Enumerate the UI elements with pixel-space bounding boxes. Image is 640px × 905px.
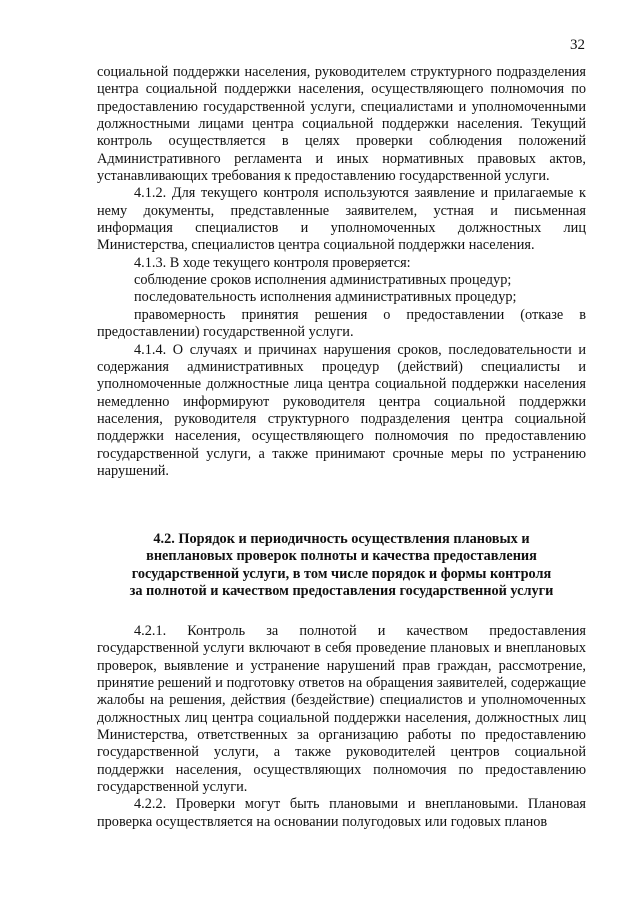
heading-line: 4.2. Порядок и периодичность осуществления плановых и bbox=[153, 531, 530, 547]
page-number: 32 bbox=[570, 37, 585, 53]
list-item-legality: правомерность принятия решения о предоставлении (отказе в предоставлении) государственной услуги. bbox=[97, 306, 586, 341]
heading-line: внеплановых проверок полноты и качества предоставления bbox=[146, 548, 537, 565]
paragraph-continuation: социальной поддержки населения, руководителем структурного подразделения центра социальной поддержки населения, осуществляющего полномочия по предоставлению государственной услуги, специалистами и уполномоченными должностными лицами центра социальной поддержки населения. Текущий контроль осуществляется в целях проверки соблюдения положений Административного регламента и иных нормативных правовых актов, устанавливающих требования к предоставлению государственной услуги. bbox=[97, 64, 586, 185]
list-item-sequence: последовательность исполнения административных процедур; bbox=[134, 289, 517, 306]
section-heading-4-2 bbox=[97, 531, 586, 600]
paragraph-4-1-4: 4.1.4. О случаях и причинах нарушения сроков, последовательности и содержания административных процедур (действий) специалисты и уполномоченные должностные лица центра социальной поддержки населения немедленно информируют руководителя центра социальной поддержки населения, руководителя структурного подразделения центра социальной поддержки населения, осуществляющего полномочия по предоставлению государственной услуги, а также принимают срочные меры по устранению нарушений. bbox=[97, 341, 586, 479]
heading-line: государственной услуги, в том числе порядок и формы контроля bbox=[131, 565, 552, 582]
paragraph-4-1-3: 4.1.3. В ходе текущего контроля проверяется: bbox=[134, 254, 411, 271]
paragraph-4-1-2: 4.1.2. Для текущего контроля используются заявление и прилагаемые к нему документы, представленные заявителем, устная и письменная информация специалистов и уполномоченных должностных лиц Министерства, специалистов центра социальной поддержки населения. bbox=[97, 185, 586, 254]
heading-line: за полнотой и качеством предоставления государственной услуги bbox=[129, 583, 554, 600]
paragraph-4-2-2: 4.2.2. Проверки могут быть плановыми и внеплановыми. Плановая проверка осуществляется на основании полугодовых или годовых планов bbox=[97, 796, 586, 830]
section-4-2-text bbox=[97, 623, 586, 831]
paragraph-4-2-1: 4.2.1. Контроль за полнотой и качеством предоставления государственной услуги включают в себя проведение плановых и внеплановых проверок, выявление и устранение нарушений прав граждан, рассмотрение, принятие решений и подготовку ответов на обращения заявителей, содержащие жалобы на решения, действия (бездействие) специалистов и уполномоченных должностных лиц центра социальной поддержки населения, должностных лиц Министерства, ответственных за организацию работы по предоставлению государственной услуги, а также руководителей центров социальной поддержки населения, осуществляющих полномочия по предоставлению государственной услуги. bbox=[97, 623, 586, 796]
list-item-deadlines: соблюдение сроков исполнения административных процедур; bbox=[134, 272, 512, 289]
section-4-1-text bbox=[97, 64, 586, 480]
